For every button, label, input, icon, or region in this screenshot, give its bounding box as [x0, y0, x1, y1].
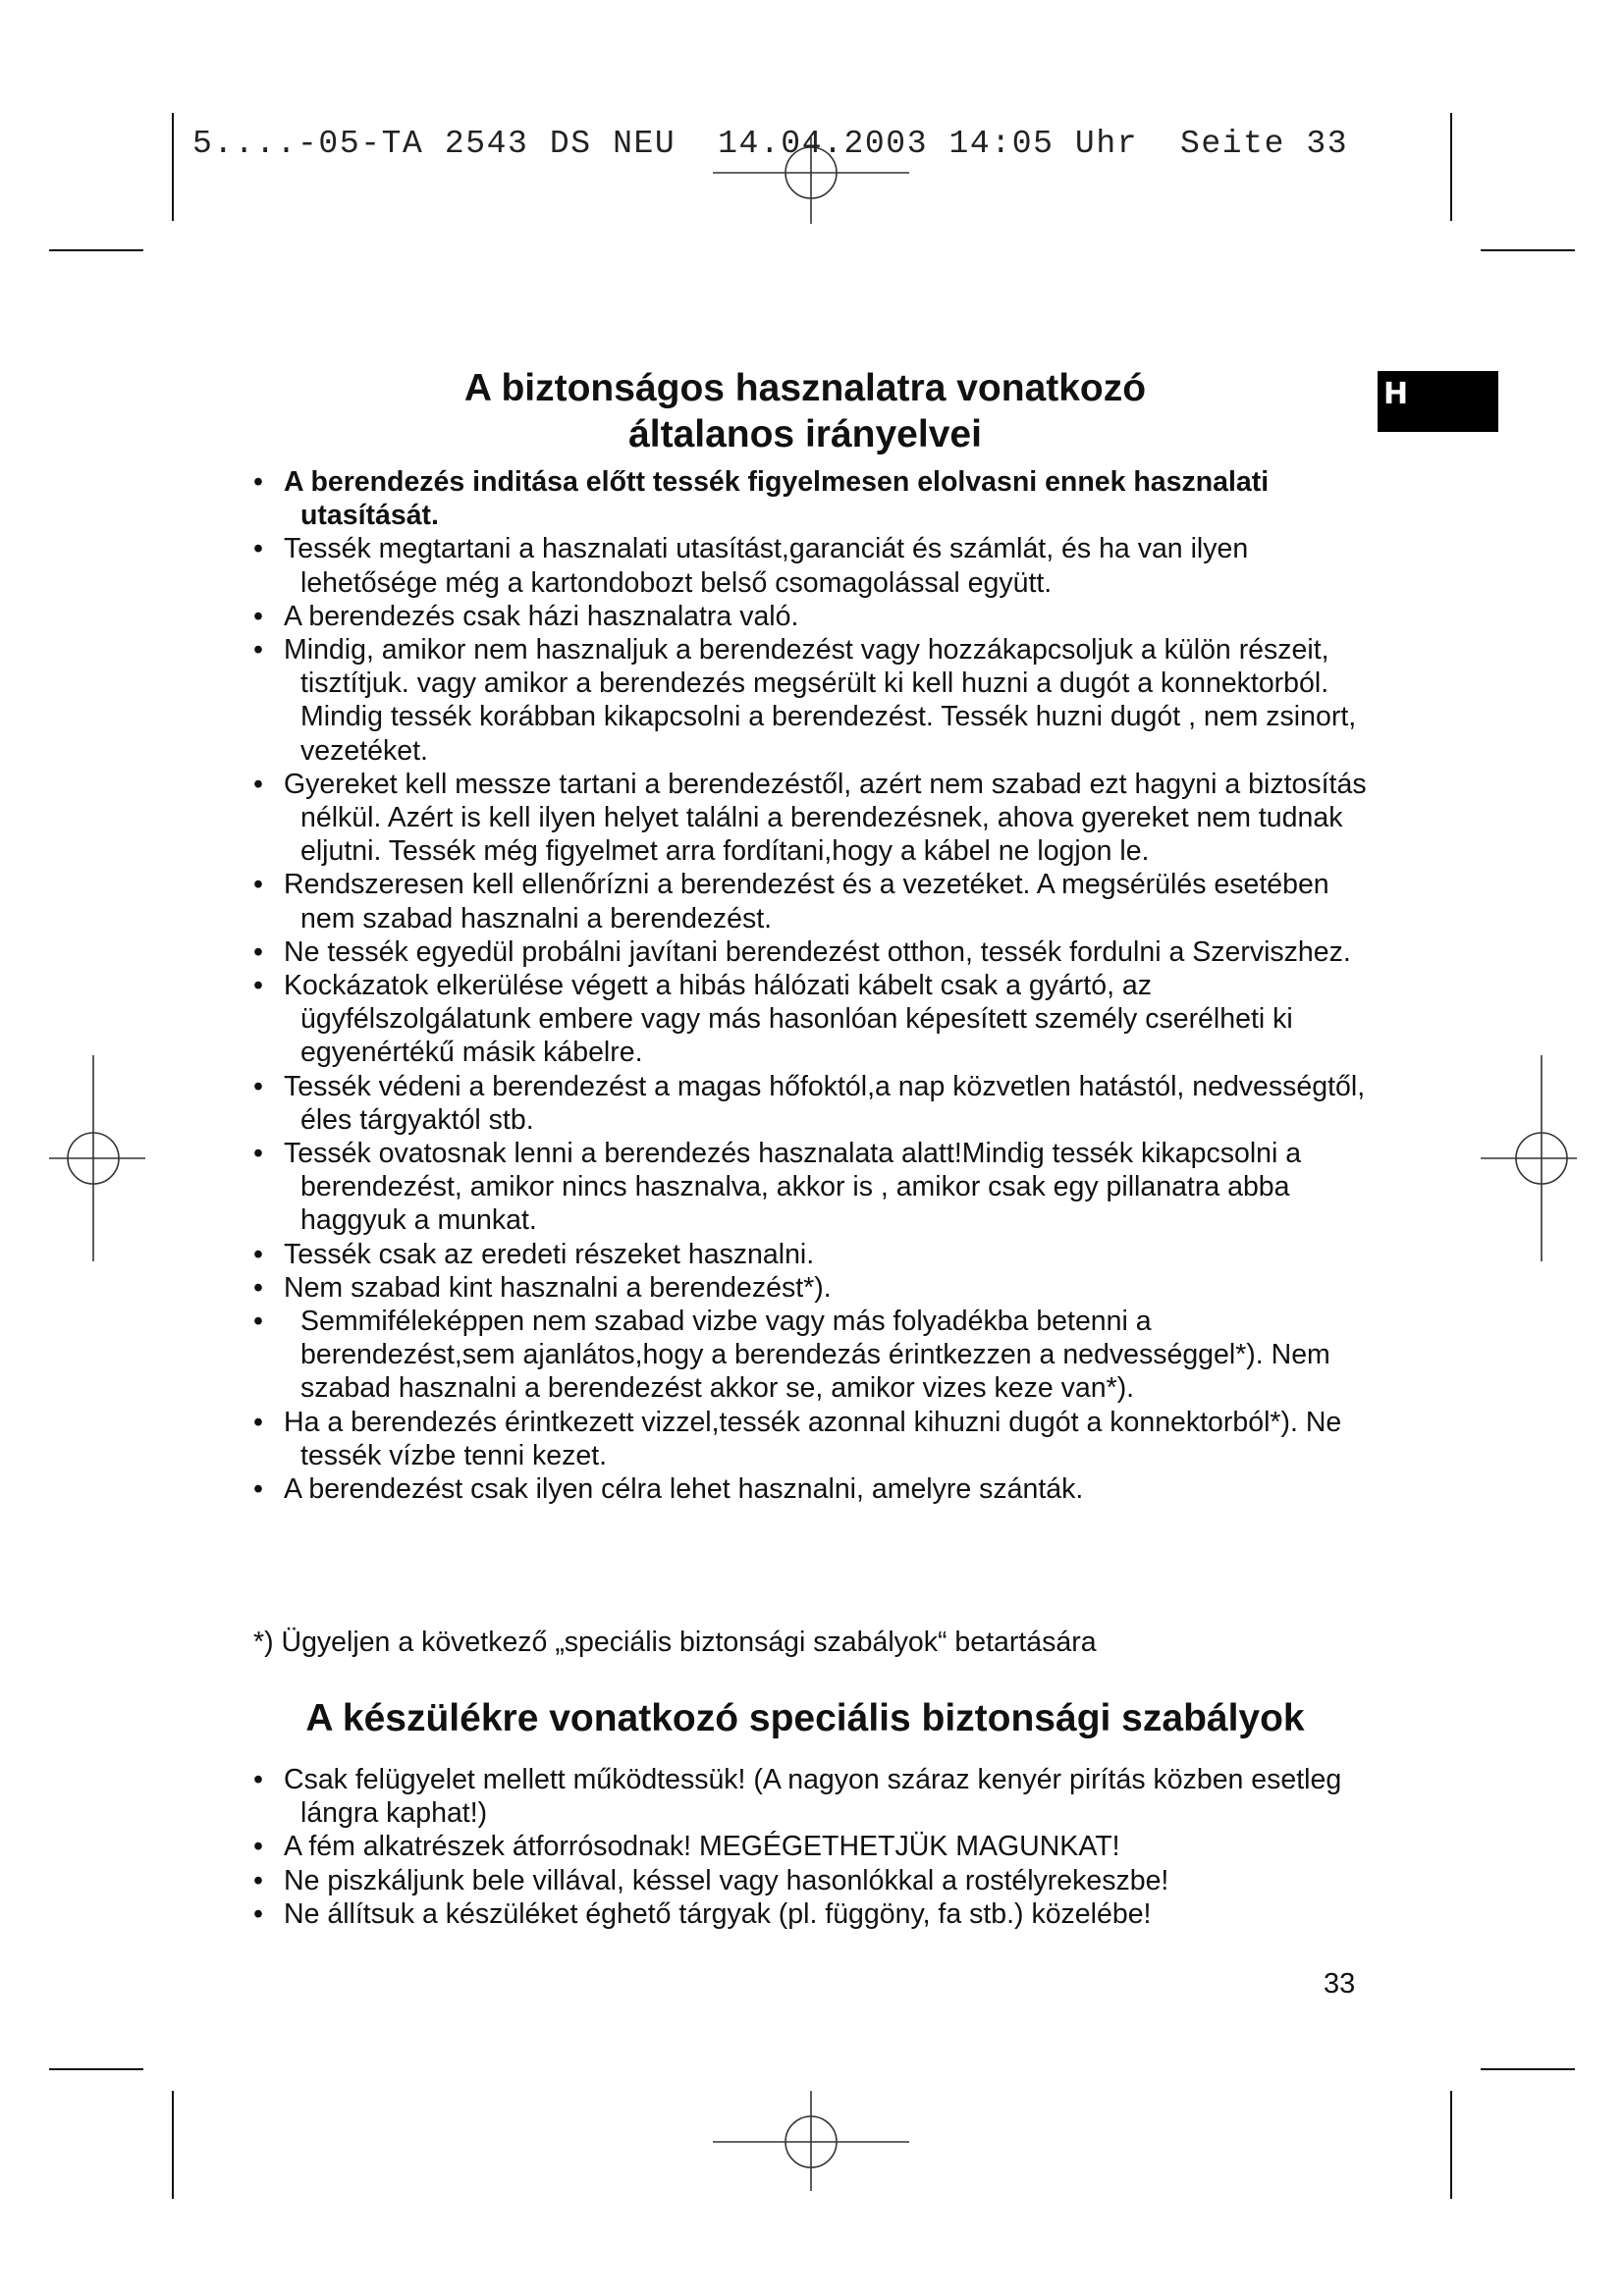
list-item-text: • Tessék ovatosnak lenni a berendezés hasznalata alatt!Mindig tessék kikapcsolni a berendezést, amikor nincs hasznalva, akkor is , amikor csak egy pillanatra abba haggyuk a munkat. — [284, 1138, 1302, 1237]
list-item-text: • Ne tessék egyedül probálni javítani berendezést otthon, tessék fordulni a Szerviszhez. — [284, 935, 1351, 968]
list-item-text: • Rendszeresen kell ellenőrízni a berendezést és a vezetéket. A megsérülés esetében nem szabad hasznalni a berendezést. — [284, 869, 1329, 934]
list-item — [253, 465, 1373, 532]
footnote: *) Ügyeljen a következő „speciális biztonsági szabályok“ betartására — [253, 1627, 1097, 1658]
list-item-text: • Tessék csak az eredeti részeket hasznalni. — [284, 1238, 815, 1270]
list-item-text: • Csak felügyelet mellett működtessük! (A nagyon száraz kenyér pirítás közben esetleg lángra kaphat!) — [284, 1764, 1342, 1830]
list-item — [253, 633, 1373, 768]
special-rules-list — [253, 1763, 1373, 1931]
page-title-line-2: általanos irányelvei — [628, 413, 982, 455]
list-item — [253, 532, 1373, 599]
special-rules-heading: A készülékre vonatkozó speciális biztonsági szabályok — [305, 1697, 1305, 1739]
list-item-text: • Ha a berendezés érintkezett vizzel,tessék azonnal kihuzni dugót a konnektorból*). Ne tessék vízbe tenni kezet. — [284, 1406, 1342, 1471]
list-item — [253, 969, 1373, 1070]
page-title-line-1: A biztonságos hasznalatra vonatkozó — [463, 367, 1147, 409]
registration-target-right — [1481, 1055, 1577, 1261]
list-item-text: • Nem szabad kint hasznalni a berendezést*). — [284, 1271, 832, 1304]
list-item — [253, 1864, 1373, 1897]
list-item-text: • A berendezést csak ilyen célra lehet hasznalni, amelyre szánták. — [284, 1473, 1084, 1506]
list-item-text: • A berendezés csak házi hasznalatra való. — [284, 600, 799, 632]
list-item-text: • Semmiféleképpen nem szabad vizbe vagy más folyadékba betenni a berendezést,sem ajanlátos,hogy a berendezás érintkezzen a nedvességgel*). Nem szabad hasznalni a berendezést akkor se, amikor vizes keze van*). — [300, 1306, 1330, 1405]
registration-target-left — [49, 1055, 145, 1261]
general-rules-list — [253, 465, 1373, 1506]
list-item — [253, 1070, 1373, 1137]
list-item-text: • A berendezés inditása előtt tessék figyelmesen elolvasni ennek hasznalati utasítását. — [284, 466, 1270, 532]
list-item — [253, 600, 1373, 633]
list-item — [253, 1305, 1373, 1406]
list-item — [253, 1137, 1373, 1238]
list-item-text: • Tessék megtartani a hasznalati utasítást,garanciát és számlát, és ha van ilyen lehetősége még a kartondobozt belső csomagolással együtt. — [284, 533, 1249, 599]
list-item — [253, 768, 1373, 869]
list-item-text: • Tessék védeni a berendezést a magas hőfoktól,a nap közvetlen hatástól, nedvességtől, éles tárgyaktól stb. — [284, 1070, 1366, 1136]
list-item-text: • Kockázatok elkerülése végett a hibás hálózati kábelt csak a gyártó, az ügyfélszolgálatunk embere vagy más hasonlóan képesített személy cserélheti ki egyenértékű másik kábelre. — [284, 970, 1293, 1069]
print-slug-header: 5....-05-TA 2543 DS NEU 14.04.2003 14:05 Uhr Seite 33 — [192, 126, 1349, 162]
list-item-text: • Ne piszkáljunk bele villával, késsel vagy hasonlókkal a rostélyrekeszbe! — [284, 1864, 1169, 1896]
list-item-text: • Gyereket kell messze tartani a berendezéstől, azért nem szabad ezt hagyni a biztosítás nélkül. Azért is kell ilyen helyet találni a berendezésnek, ahova gyereket nem tudnak eljutni. Tessék még figyelmet arra fordítani,hogy a kábel ne logjon le. — [284, 768, 1367, 868]
list-item — [253, 1897, 1373, 1931]
list-item-text: • Mindig, amikor nem hasznaljuk a berendezést vagy hozzákapcsoljuk a külön részeit, tisztítjuk. vagy amikor a berendezés megsérült ki kell huzni a dugót a konnektorból. Mindig tessék korábban kikapcsolni a berendezést. Tessék huzni dugót , nem zsinort, vezetéket. — [284, 634, 1357, 767]
list-item-text: • A fém alkatrészek átforrósodnak! MEGÉGETHETJÜK MAGUNKAT! — [284, 1831, 1120, 1863]
list-item — [253, 1472, 1373, 1506]
list-item — [253, 1406, 1373, 1472]
language-tab: H — [1378, 371, 1498, 432]
list-item-text: • Ne állítsuk a készüléket éghető tárgyak (pl. függöny, fa stb.) közelébe! — [284, 1897, 1152, 1930]
list-item — [253, 868, 1373, 934]
page-title — [245, 365, 1365, 457]
list-item — [253, 1763, 1373, 1830]
list-item — [253, 1830, 1373, 1863]
list-item — [253, 1271, 1373, 1305]
registration-target-bottom — [713, 2091, 909, 2191]
list-item — [253, 935, 1373, 969]
list-item — [253, 1238, 1373, 1271]
page-number: 33 — [1324, 1968, 1356, 2000]
